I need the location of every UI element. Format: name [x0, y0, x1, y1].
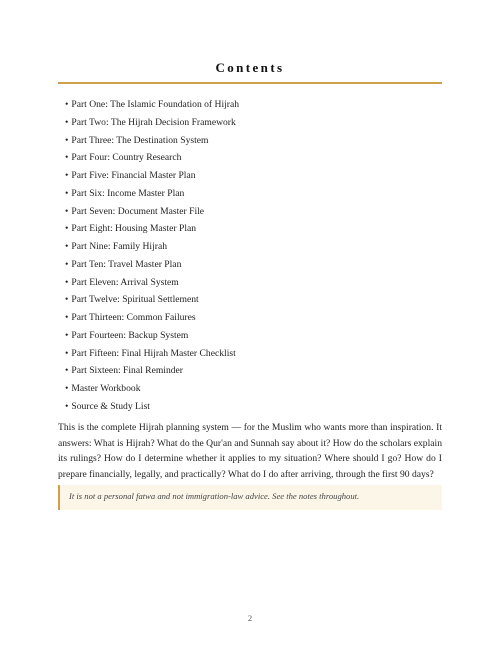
bullet-icon: •: [65, 241, 69, 252]
toc-item-label: Part Eleven: Arrival System: [71, 276, 179, 288]
toc-item-label: Part Ten: Travel Master Plan: [71, 258, 182, 270]
bullet-icon: •: [65, 205, 69, 217]
bullet-icon: •: [65, 276, 69, 288]
toc-item[interactable]: [65, 256, 239, 274]
toc-item-label: Part Twelve: Spiritual Settlement: [71, 294, 199, 306]
toc-item[interactable]: [65, 238, 239, 256]
toc-item-label: Part Fifteen: Final Hijrah Master Checklist: [71, 347, 236, 359]
toc-item[interactable]: [65, 96, 239, 114]
bullet-icon: •: [65, 347, 69, 359]
bullet-icon: •: [65, 152, 69, 164]
disclaimer-callout: [58, 485, 442, 510]
table-of-contents: [65, 96, 239, 416]
toc-item[interactable]: [65, 149, 239, 167]
toc-item[interactable]: [65, 291, 239, 309]
bullet-icon: •: [65, 258, 69, 270]
bullet-icon: •: [65, 329, 69, 341]
toc-item[interactable]: [65, 185, 239, 203]
contents-heading: Contents: [215, 60, 285, 75]
toc-item[interactable]: [65, 220, 239, 238]
toc-item-label: Master Workbook: [71, 383, 141, 394]
toc-item-label: Part Eight: Housing Master Plan: [71, 223, 197, 235]
bullet-icon: •: [65, 134, 69, 146]
disclaimer-text: It is not a personal fatwa and not immigration-law advice. See the notes throughout.: [69, 491, 360, 501]
toc-item-label: Part Six: Income Master Plan: [71, 187, 185, 199]
toc-item-label: Part Nine: Family Hijrah: [71, 241, 168, 252]
toc-item[interactable]: [65, 203, 239, 221]
toc-item[interactable]: [65, 167, 239, 185]
bullet-icon: •: [65, 365, 69, 377]
intro-paragraph: This is the complete Hijrah planning system — for the Muslim who wants more than inspiration. It answers: What is Hijrah? What do the Qur'an and Sunnah say about it? How do the scholars explain its rulings? How do I determine whether it applies to my situation? Where should I go? How do I prepare financially, legally, and practically? What do I do after arriving, through the first 90 days?: [58, 422, 442, 480]
toc-item[interactable]: [65, 309, 239, 327]
bullet-icon: •: [65, 187, 69, 199]
toc-item[interactable]: [65, 398, 239, 416]
heading-divider: [58, 82, 442, 84]
toc-item-label: Part Five: Financial Master Plan: [71, 170, 196, 181]
toc-item-label: Part Thirteen: Common Failures: [71, 312, 196, 323]
toc-item[interactable]: [65, 345, 239, 363]
bullet-icon: •: [65, 312, 69, 323]
bullet-icon: •: [65, 383, 69, 394]
toc-item[interactable]: [65, 114, 239, 132]
toc-item-label: Part Fourteen: Backup System: [71, 329, 189, 341]
bullet-icon: •: [65, 170, 69, 181]
bullet-icon: •: [65, 223, 69, 235]
page-number: 2: [247, 613, 253, 623]
toc-item-label: Part Seven: Document Master File: [71, 205, 205, 217]
toc-item[interactable]: [65, 380, 239, 398]
toc-item-label: Part Sixteen: Final Reminder: [71, 365, 184, 377]
toc-item[interactable]: [65, 274, 239, 292]
toc-item[interactable]: [65, 132, 239, 150]
bullet-icon: •: [65, 116, 69, 128]
toc-item-label: Part One: The Islamic Foundation of Hijrah: [71, 99, 240, 110]
toc-item[interactable]: [65, 327, 239, 345]
toc-item-label: Part Four: Country Research: [71, 152, 182, 164]
toc-item-label: Source & Study List: [71, 400, 150, 412]
bullet-icon: •: [65, 400, 69, 412]
bullet-icon: •: [65, 294, 69, 306]
toc-item-label: Part Three: The Destination System: [71, 134, 209, 146]
toc-item-label: Part Two: The Hijrah Decision Framework: [71, 116, 236, 128]
bullet-icon: •: [65, 99, 69, 110]
toc-item[interactable]: [65, 362, 239, 380]
